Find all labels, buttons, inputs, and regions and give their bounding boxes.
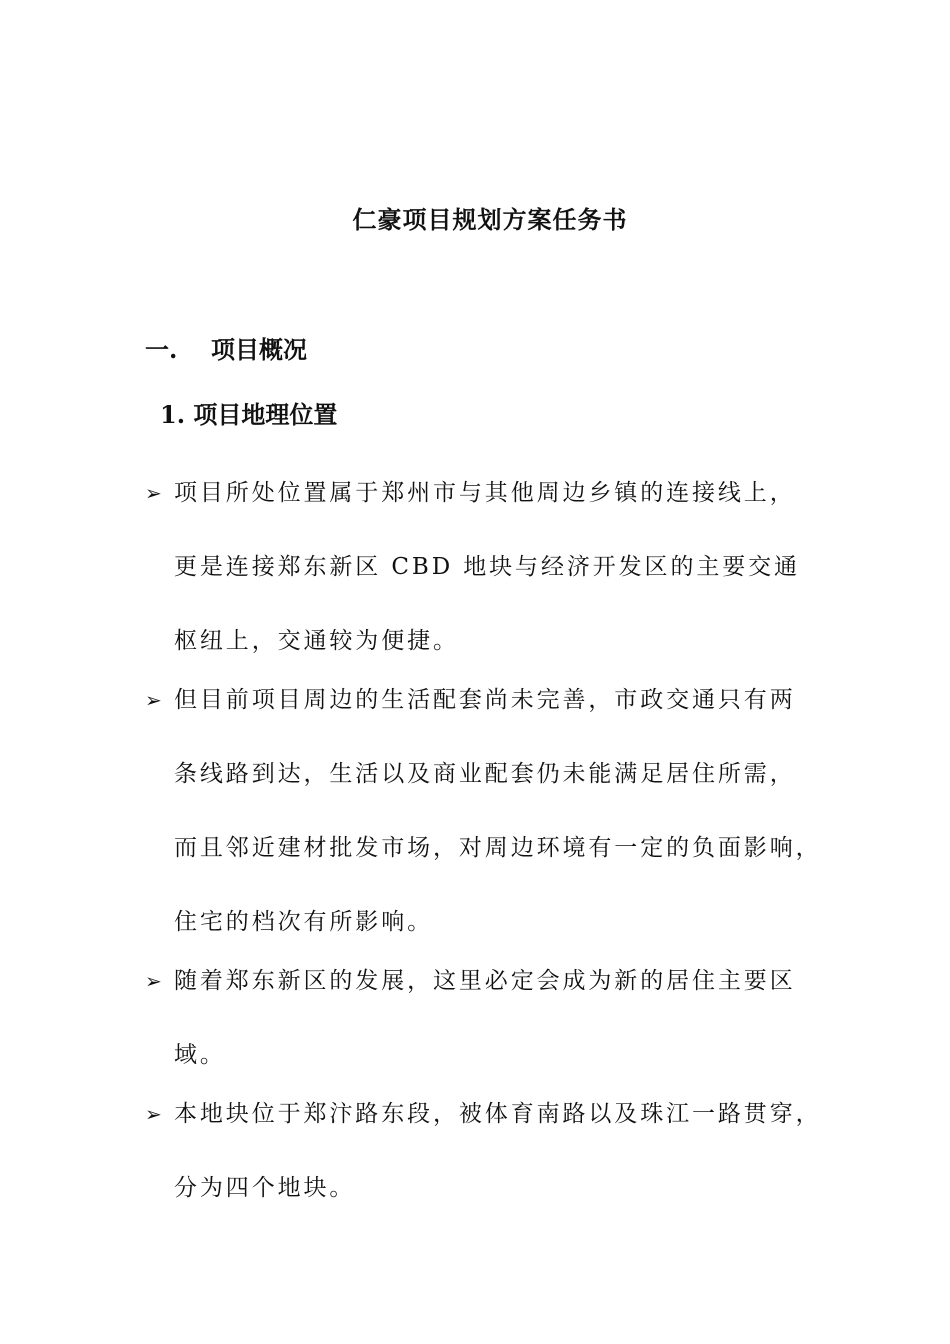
bullet-line: 随着郑东新区的发展，这里必定会成为新的居住主要区 bbox=[174, 968, 796, 994]
bullet-item bbox=[145, 944, 865, 1092]
document-title: 仁豪项目规划方案任务书 bbox=[352, 206, 628, 234]
bullet-line: 更是连接郑东新区 CBD 地块与经济开发区的主要交通 bbox=[174, 554, 800, 580]
bullet-line: 本地块位于郑汴路东段，被体育南路以及珠江一路贯穿， bbox=[174, 1101, 822, 1127]
bullet-line: 住宅的档次有所影响。 bbox=[174, 909, 433, 935]
section-number: 一. bbox=[145, 335, 178, 364]
subsection-heading: 1. 项目地理位置 bbox=[160, 400, 338, 429]
section-heading bbox=[145, 330, 307, 365]
bullet-line: 但目前项目周边的生活配套尚未完善，市政交通只有两 bbox=[174, 687, 796, 713]
arrow-bullet-icon: ➢ bbox=[145, 969, 162, 993]
bullet-line: 枢纽上，交通较为便捷。 bbox=[174, 628, 459, 654]
bullet-item bbox=[145, 663, 865, 959]
arrow-bullet-icon: ➢ bbox=[145, 688, 162, 712]
bullet-list bbox=[145, 456, 865, 1225]
arrow-bullet-icon: ➢ bbox=[145, 481, 162, 505]
bullet-item bbox=[145, 456, 865, 678]
bullet-line: 分为四个地块。 bbox=[174, 1175, 356, 1201]
bullet-line: 条线路到达，生活以及商业配套仍未能满足居住所需， bbox=[174, 761, 796, 787]
bullet-line: 而且邻近建材批发市场，对周边环境有一定的负面影响， bbox=[174, 835, 822, 861]
bullet-line: 项目所处位置属于郑州市与其他周边乡镇的连接线上， bbox=[174, 480, 796, 506]
arrow-bullet-icon: ➢ bbox=[145, 1102, 162, 1126]
bullet-line: 域。 bbox=[174, 1042, 226, 1068]
section-title: 项目概况 bbox=[211, 335, 307, 364]
bullet-item bbox=[145, 1077, 865, 1225]
